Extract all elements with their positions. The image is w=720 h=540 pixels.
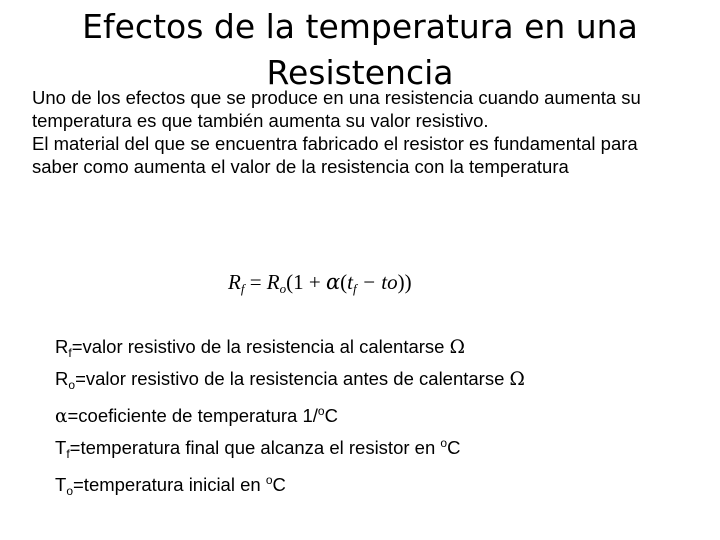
legend-row-to <box>55 467 675 504</box>
legend-unit: C <box>447 437 461 458</box>
formula-close: )) <box>397 270 412 294</box>
legend-row-alpha <box>55 398 675 430</box>
degree-sup: o <box>440 436 448 450</box>
intro-text <box>32 86 672 178</box>
legend-sub: f <box>66 447 70 461</box>
legend-sub: o <box>68 378 76 392</box>
formula-equals: = <box>244 270 267 294</box>
legend-symbol: T <box>55 437 67 458</box>
legend-text: =valor resistivo de la resistencia antes de calentarse <box>75 368 510 389</box>
legend-text: =temperatura inicial en <box>73 474 266 495</box>
formula-t-sub: f <box>353 281 357 296</box>
legend-row-tf <box>55 430 675 467</box>
degree-sup: o <box>265 473 273 487</box>
legend-sub: o <box>66 484 73 498</box>
legend-text: =temperatura final que alcanza el resistor en <box>69 437 441 458</box>
formula-lhs: R <box>228 270 241 294</box>
degree-sup: o <box>317 404 325 418</box>
resistance-formula <box>228 270 412 297</box>
formula-minus-to: − to <box>356 270 398 294</box>
legend-unit: C <box>272 474 286 495</box>
legend-text: =valor resistivo de la resistencia al calentarse <box>71 336 450 357</box>
formula-lhs-sub: f <box>240 281 245 296</box>
legend-sub: f <box>68 346 72 360</box>
variable-legend <box>55 334 675 504</box>
legend-symbol: R <box>55 336 69 357</box>
ohm-symbol: Ω <box>509 369 525 390</box>
intro-paragraph-1: Uno de los efectos que se produce en una resistencia cuando aumenta su temperatura es que también aumenta su valor resistivo. <box>32 87 641 131</box>
legend-symbol: T <box>55 474 67 495</box>
legend-symbol: α <box>55 406 68 427</box>
formula-r-sub: o <box>279 281 287 296</box>
intro-paragraph-2: El material del que se encuentra fabricado el resistor es fundamental para saber como aumenta el valor de la resistencia con la temperatura <box>32 133 638 177</box>
legend-symbol: R <box>55 368 69 389</box>
legend-text: =coeficiente de temperatura 1/ <box>67 405 318 426</box>
slide-title: Efectos de la temperatura en una Resistencia <box>82 7 638 92</box>
legend-row-rf <box>55 334 675 366</box>
formula-open: (1 + <box>286 270 326 294</box>
legend-row-ro <box>55 366 675 398</box>
formula-r: R <box>266 270 280 294</box>
legend-unit: C <box>324 405 338 426</box>
ohm-symbol: Ω <box>449 337 465 358</box>
formula-alpha: α <box>325 270 341 294</box>
formula-t: t <box>347 270 353 294</box>
formula-paren-open: ( <box>340 270 348 294</box>
